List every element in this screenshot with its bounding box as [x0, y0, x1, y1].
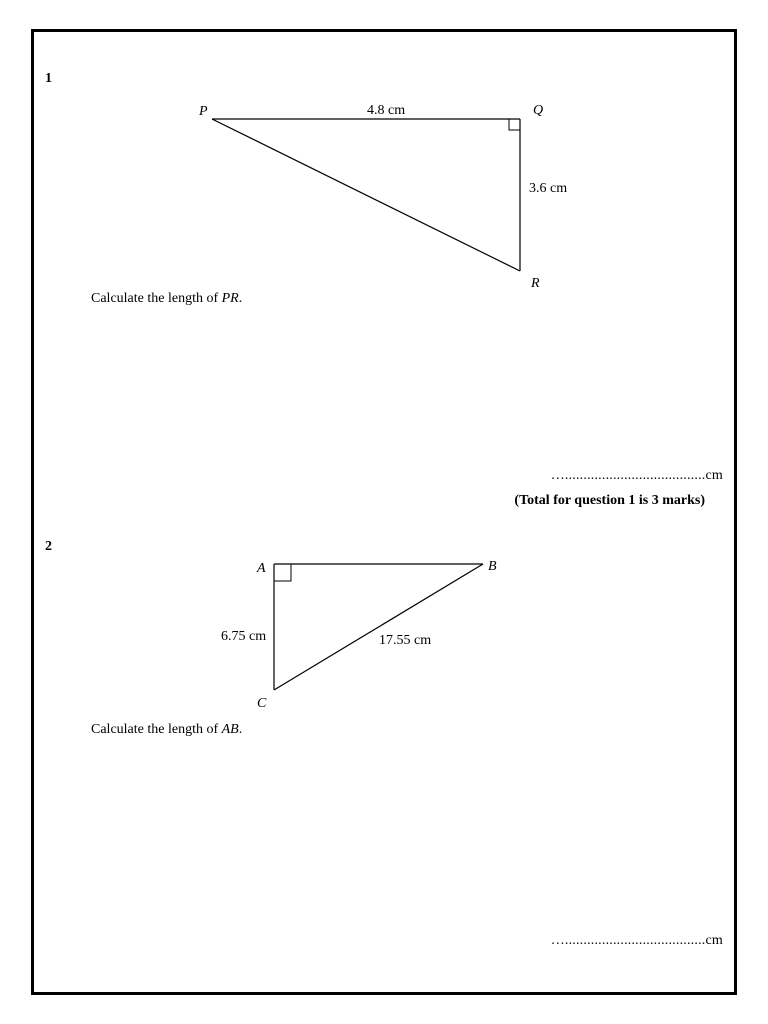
vertex-label-p: P [199, 104, 208, 119]
side-pr [212, 119, 520, 271]
instruction-variable: AB [221, 722, 239, 737]
instruction-text: Calculate the length of [91, 722, 222, 737]
side-bc [274, 564, 483, 690]
vertex-label-c: C [257, 696, 267, 711]
side-label-ac: 6.75 cm [221, 629, 267, 644]
instruction-end: . [238, 291, 243, 306]
side-label-qr: 3.6 cm [529, 181, 568, 196]
side-label-bc: 17.55 cm [379, 633, 432, 648]
question-2-number: 2 [45, 539, 52, 554]
side-label-pq: 4.8 cm [367, 103, 406, 118]
question-1-number: 1 [45, 71, 52, 86]
question-2-instruction [91, 722, 242, 738]
vertex-label-b: B [488, 559, 497, 574]
vertex-label-q: Q [533, 103, 544, 118]
question-1-answer-line[interactable]: …......................................cm [550, 468, 723, 483]
vertex-label-r: R [531, 276, 540, 291]
question-1-triangle [198, 103, 567, 291]
question-2-answer-line[interactable]: …......................................cm [550, 933, 723, 948]
right-angle-marker-q [509, 119, 520, 130]
question-2-triangle [221, 559, 497, 711]
question-1-instruction [91, 291, 242, 307]
right-angle-marker-a [274, 564, 291, 581]
question-1-total-marks: (Total for question 1 is 3 marks) [514, 493, 705, 508]
instruction-end: . [238, 722, 243, 737]
instruction-text: Calculate the length of [91, 291, 222, 306]
vertex-label-a: A [257, 561, 266, 576]
instruction-variable: PR [221, 291, 239, 306]
